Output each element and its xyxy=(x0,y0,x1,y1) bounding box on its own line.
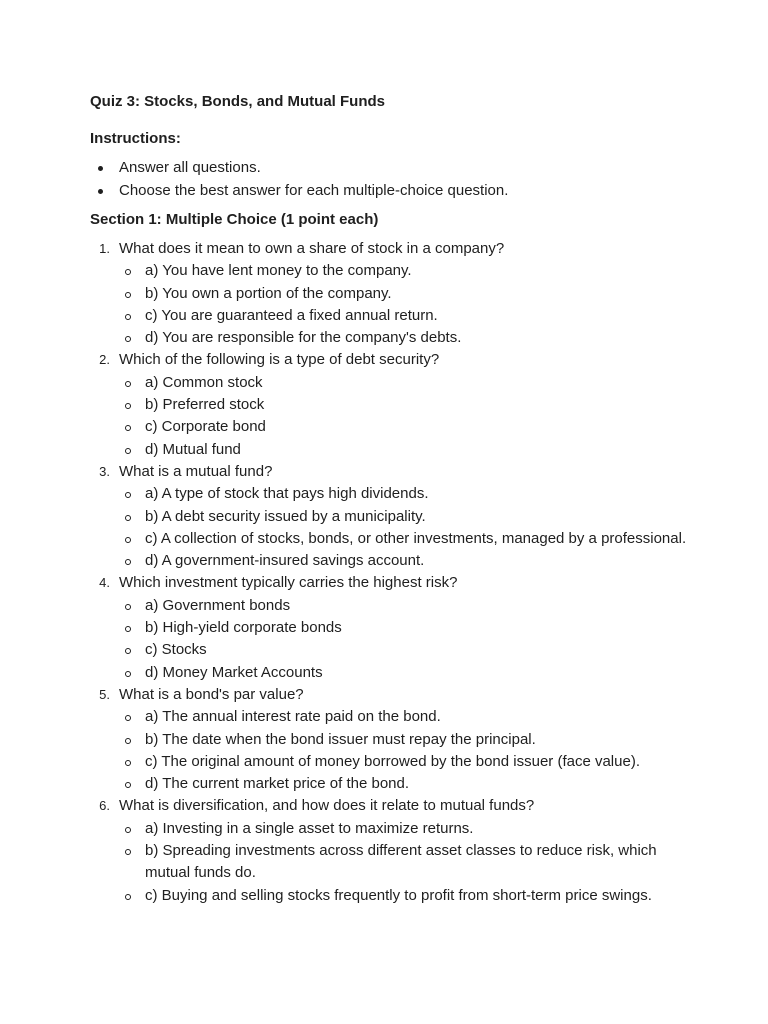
instructions-list xyxy=(90,157,700,202)
question-item xyxy=(90,572,700,683)
hollow-bullet-icon xyxy=(125,782,131,788)
option-list xyxy=(90,706,700,795)
option-text: b) A debt security issued by a municipality. xyxy=(145,507,426,525)
option-text: d) You are responsible for the company's debts. xyxy=(145,329,462,347)
question-number: 4. xyxy=(99,575,110,591)
answer-option xyxy=(90,751,700,773)
question-row xyxy=(90,572,700,594)
answer-option xyxy=(90,283,700,305)
option-text: c) The original amount of money borrowed by the bond issuer (face value). xyxy=(145,752,640,770)
hollow-bullet-icon xyxy=(125,381,131,387)
answer-option xyxy=(90,260,700,282)
quiz-document xyxy=(90,92,700,907)
instruction-text: Choose the best answer for each multiple-choice question. xyxy=(119,181,509,199)
question-text: What is diversification, and how does it relate to mutual funds? xyxy=(119,797,535,815)
option-text: a) The annual interest rate paid on the bond. xyxy=(145,708,441,726)
hollow-bullet-icon xyxy=(125,292,131,298)
option-text: b) The date when the bond issuer must repay the principal. xyxy=(145,730,536,748)
answer-option xyxy=(90,773,700,795)
hollow-bullet-icon xyxy=(125,760,131,766)
answer-option xyxy=(90,595,700,617)
option-text: d) A government-insured savings account. xyxy=(145,552,425,570)
answer-option xyxy=(90,305,700,327)
hollow-bullet-icon xyxy=(125,269,131,275)
option-text: a) Common stock xyxy=(145,373,263,391)
option-text: a) A type of stock that pays high dividends. xyxy=(145,485,429,503)
question-item xyxy=(90,349,700,460)
hollow-bullet-icon xyxy=(125,827,131,833)
hollow-bullet-icon xyxy=(125,403,131,409)
question-list xyxy=(90,238,700,907)
hollow-bullet-icon xyxy=(125,894,131,900)
answer-option xyxy=(90,840,700,885)
hollow-bullet-icon xyxy=(125,314,131,320)
answer-option xyxy=(90,372,700,394)
section-heading: Section 1: Multiple Choice (1 point each) xyxy=(90,211,379,228)
question-number: 6. xyxy=(99,798,110,814)
hollow-bullet-icon xyxy=(125,537,131,543)
question-item xyxy=(90,461,700,572)
answer-option xyxy=(90,439,700,461)
option-list xyxy=(90,372,700,461)
hollow-bullet-icon xyxy=(125,671,131,677)
answer-option xyxy=(90,550,700,572)
question-item xyxy=(90,238,700,349)
answer-option xyxy=(90,394,700,416)
option-list xyxy=(90,483,700,572)
instruction-item xyxy=(90,180,700,203)
hollow-bullet-icon xyxy=(125,448,131,454)
instruction-text: Answer all questions. xyxy=(119,159,261,176)
answer-option xyxy=(90,416,700,438)
bullet-icon xyxy=(98,189,103,194)
option-list xyxy=(90,260,700,349)
question-number: 5. xyxy=(99,686,110,702)
answer-option xyxy=(90,617,700,639)
quiz-title: Quiz 3: Stocks, Bonds, and Mutual Funds xyxy=(90,93,386,110)
question-number: 2. xyxy=(99,352,110,368)
instruction-item xyxy=(90,157,700,180)
hollow-bullet-icon xyxy=(125,336,131,342)
hollow-bullet-icon xyxy=(125,515,131,521)
option-list xyxy=(90,595,700,684)
option-text: b) Preferred stock xyxy=(145,396,265,414)
option-text: c) Corporate bond xyxy=(145,418,266,436)
hollow-bullet-icon xyxy=(125,849,131,855)
question-row xyxy=(90,684,700,706)
answer-option xyxy=(90,639,700,661)
question-item xyxy=(90,684,700,795)
option-text: c) A collection of stocks, bonds, or other investments, managed by a professional. xyxy=(145,529,687,547)
option-text: b) You own a portion of the company. xyxy=(145,284,392,302)
option-text: c) Buying and selling stocks frequently to profit from short-term price swings. xyxy=(145,886,652,904)
answer-option xyxy=(90,327,700,349)
question-text: Which of the following is a type of debt security? xyxy=(119,351,440,369)
hollow-bullet-icon xyxy=(125,604,131,610)
question-number: 1. xyxy=(99,241,110,256)
question-row xyxy=(90,349,700,371)
option-text: d) Mutual fund xyxy=(145,440,241,458)
hollow-bullet-icon xyxy=(125,626,131,632)
bullet-icon xyxy=(98,166,103,171)
option-text: c) Stocks xyxy=(145,641,207,659)
question-row xyxy=(90,795,700,817)
question-row xyxy=(90,238,700,260)
option-text: d) Money Market Accounts xyxy=(145,663,323,681)
hollow-bullet-icon xyxy=(125,559,131,565)
option-text: c) You are guaranteed a fixed annual return. xyxy=(145,306,438,324)
hollow-bullet-icon xyxy=(125,648,131,654)
hollow-bullet-icon xyxy=(125,425,131,431)
option-text: a) Government bonds xyxy=(145,596,291,614)
question-number: 3. xyxy=(99,463,110,479)
question-text: What is a mutual fund? xyxy=(119,462,273,480)
question-text: Which investment typically carries the highest risk? xyxy=(119,574,458,592)
option-text: d) The current market price of the bond. xyxy=(145,775,410,793)
answer-option xyxy=(90,506,700,528)
hollow-bullet-icon xyxy=(125,738,131,744)
question-text: What is a bond's par value? xyxy=(119,685,304,703)
option-list xyxy=(90,818,700,907)
option-text: b) Spreading investments across different asset classes to reduce risk, which mutual funds do. xyxy=(145,842,657,882)
option-text: a) Investing in a single asset to maximize returns. xyxy=(145,819,474,837)
answer-option xyxy=(90,729,700,751)
hollow-bullet-icon xyxy=(125,492,131,498)
answer-option xyxy=(90,662,700,684)
question-row xyxy=(90,461,700,483)
answer-option xyxy=(90,706,700,728)
answer-option xyxy=(90,483,700,505)
instructions-heading: Instructions: xyxy=(90,130,181,147)
answer-option xyxy=(90,818,700,840)
answer-option xyxy=(90,885,700,907)
hollow-bullet-icon xyxy=(125,715,131,721)
answer-option xyxy=(90,528,700,550)
question-text: What does it mean to own a share of stock in a company? xyxy=(119,240,505,257)
option-text: b) High-yield corporate bonds xyxy=(145,619,342,637)
question-item xyxy=(90,795,700,906)
option-text: a) You have lent money to the company. xyxy=(145,262,412,280)
